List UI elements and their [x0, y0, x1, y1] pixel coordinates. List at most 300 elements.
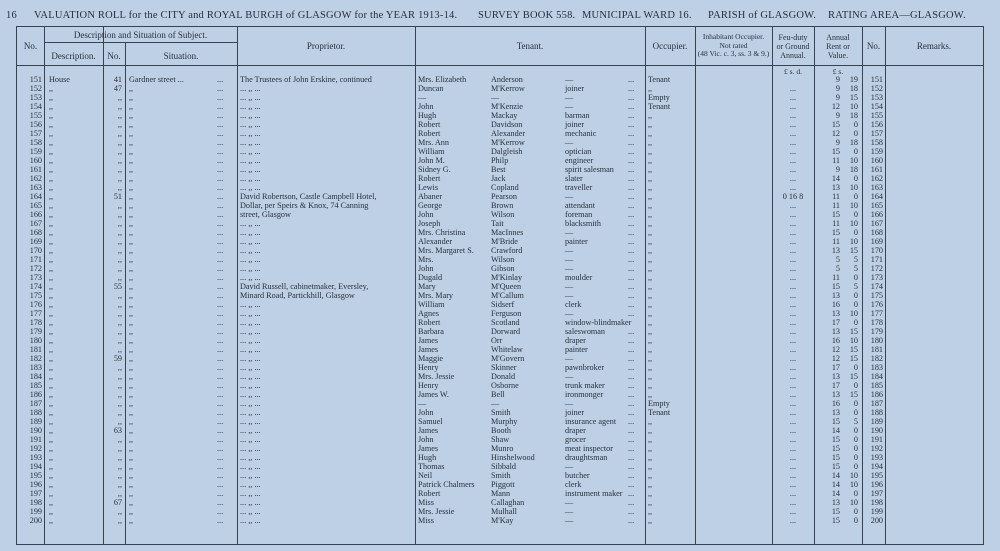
row-tenant-surname: Wilson — [491, 255, 515, 264]
row-feu-duty: ... — [789, 372, 797, 381]
row-rent-pounds: 12 — [831, 345, 840, 354]
row-rent-shillings: 15 — [849, 327, 858, 336]
row-tenant-surname: M'Govern — [491, 354, 525, 363]
row-no-right: 183 — [870, 363, 883, 372]
row-situation-dots: ... — [217, 372, 224, 381]
row-rent-pounds: 15 — [831, 417, 840, 426]
row-rent-shillings: 10 — [849, 471, 858, 480]
row-number: ,, — [117, 318, 122, 327]
row-tenant-dots: ... — [628, 372, 635, 381]
row-proprietor: ... ,, ... — [240, 309, 261, 318]
row-tenant-surname: M'Queen — [491, 282, 522, 291]
row-no: 161 — [29, 165, 42, 174]
row-tenant-forename: Barbara — [418, 327, 444, 336]
row-situation: ,, — [129, 408, 134, 417]
row-tenant-dots: ... — [628, 516, 635, 525]
row-occupier: ,, — [648, 381, 653, 390]
row-situation-dots: ... — [217, 516, 224, 525]
row-tenant-occupation: draughtsman — [565, 453, 608, 462]
row-no-right: 193 — [870, 453, 883, 462]
row-no: 152 — [29, 84, 42, 93]
row-proprietor: ... ,, ... — [240, 300, 261, 309]
row-tenant-surname: Osborne — [491, 381, 519, 390]
row-feu-duty: ... — [789, 408, 797, 417]
row-tenant-dots: ... — [628, 471, 635, 480]
row-tenant-forename: Maggie — [418, 354, 444, 363]
row-number: ,, — [117, 174, 122, 183]
row-no-right: 169 — [870, 237, 883, 246]
row-number: ,, — [117, 219, 122, 228]
row-occupier: ,, — [648, 291, 653, 300]
row-tenant-surname: Copland — [491, 183, 519, 192]
row-rent-shillings: 0 — [853, 444, 858, 453]
row-tenant-dots: ... — [628, 381, 635, 390]
row-proprietor: ... ,, ... — [240, 480, 261, 489]
row-situation-dots: ... — [217, 273, 224, 282]
row-rent-shillings: 0 — [853, 453, 858, 462]
row-rent-shillings: 0 — [853, 273, 858, 282]
row-situation: ,, — [129, 201, 134, 210]
row-situation: ,, — [129, 291, 134, 300]
row-occupier: ,, — [648, 516, 653, 525]
row-situation: ,, — [129, 300, 134, 309]
row-situation: ,, — [129, 120, 134, 129]
row-number: ,, — [117, 372, 122, 381]
row-situation: ,, — [129, 255, 134, 264]
row-number: ,, — [117, 102, 122, 111]
row-rent-pounds: 15 — [831, 210, 840, 219]
row-tenant-forename: Agnes — [418, 309, 439, 318]
row-no-right: 153 — [870, 93, 883, 102]
row-tenant-occupation: — — [565, 498, 574, 507]
row-feu-duty: ... — [789, 93, 797, 102]
row-rent-shillings: 0 — [853, 399, 858, 408]
row-tenant-surname: Booth — [491, 426, 512, 435]
row-description: ,, — [49, 363, 54, 372]
row-occupier: ,, — [648, 336, 653, 345]
row-situation: ,, — [129, 489, 134, 498]
row-no: 197 — [29, 489, 42, 498]
row-number: 63 — [113, 426, 122, 435]
row-situation: ,, — [129, 102, 134, 111]
row-number: ,, — [117, 462, 122, 471]
row-no-right: 175 — [870, 291, 883, 300]
row-number: ,, — [117, 156, 122, 165]
row-tenant-surname: M'Bride — [491, 237, 518, 246]
row-situation: ,, — [129, 417, 134, 426]
row-rent-shillings: 0 — [853, 435, 858, 444]
row-tenant-forename: Alexander — [418, 237, 453, 246]
row-no-right: 151 — [870, 75, 883, 84]
row-description: ,, — [49, 237, 54, 246]
row-proprietor: ... ,, ... — [240, 444, 261, 453]
row-rent-shillings: 18 — [849, 111, 858, 120]
row-situation: ,, — [129, 516, 134, 525]
row-tenant-dots: ... — [628, 210, 635, 219]
row-number: ,, — [117, 255, 122, 264]
row-tenant-dots: ... — [628, 453, 635, 462]
row-situation: ,, — [129, 471, 134, 480]
row-description: ,, — [49, 318, 54, 327]
row-number: ,, — [117, 147, 122, 156]
row-rent-shillings: 18 — [849, 84, 858, 93]
row-description: ,, — [49, 489, 54, 498]
page-header — [0, 0, 1000, 26]
row-tenant-surname: Dorward — [491, 327, 521, 336]
row-tenant-surname: Anderson — [491, 75, 523, 84]
row-tenant-surname: Alexander — [491, 129, 526, 138]
row-feu-duty: ... — [789, 147, 797, 156]
row-feu-duty: ... — [789, 165, 797, 174]
row-proprietor: ... ,, ... — [240, 399, 261, 408]
row-tenant-surname: Best — [491, 165, 506, 174]
row-tenant-forename: Sidney G. — [418, 165, 451, 174]
row-proprietor: ... ,, ... — [240, 453, 261, 462]
row-tenant-dots: ... — [628, 156, 635, 165]
row-situation-dots: ... — [217, 354, 224, 363]
col-description: Description. — [51, 51, 96, 61]
rating-area: RATING AREA—GLASGOW. — [828, 10, 966, 21]
row-proprietor: ... ,, ... — [240, 237, 261, 246]
row-occupier: ,, — [648, 282, 653, 291]
row-situation: ,, — [129, 228, 134, 237]
row-tenant-surname: MacInnes — [491, 228, 524, 237]
row-tenant-forename: Miss — [418, 516, 434, 525]
survey-book: SURVEY BOOK 558. — [478, 10, 576, 21]
row-feu-duty: ... — [789, 507, 797, 516]
row-occupier: ,, — [648, 264, 653, 273]
row-proprietor: ... ,, ... — [240, 408, 261, 417]
row-proprietor: ... ,, ... — [240, 228, 261, 237]
row-number: ,, — [117, 273, 122, 282]
row-number: ,, — [117, 120, 122, 129]
row-no-right: 162 — [870, 174, 883, 183]
row-tenant-occupation: attendant — [565, 201, 596, 210]
row-tenant-surname: Mackay — [491, 111, 518, 120]
row-number: ,, — [117, 336, 122, 345]
row-feu-duty: ... — [789, 300, 797, 309]
row-number: ,, — [117, 327, 122, 336]
row-feu-duty: ... — [789, 228, 797, 237]
row-tenant-surname: Crawford — [491, 246, 523, 255]
row-rent-pounds: 11 — [832, 192, 840, 201]
row-rent-pounds: 15 — [831, 120, 840, 129]
row-rent-shillings: 10 — [849, 102, 858, 111]
row-number: ,, — [117, 291, 122, 300]
row-tenant-surname: — — [491, 399, 500, 408]
row-proprietor: ... ,, ... — [240, 390, 261, 399]
row-no-right: 185 — [870, 381, 883, 390]
row-feu-duty: ... — [789, 111, 797, 120]
row-description: ,, — [49, 183, 54, 192]
row-tenant-dots: ... — [628, 426, 635, 435]
row-feu-duty: ... — [789, 489, 797, 498]
row-description: ,, — [49, 471, 54, 480]
row-situation-dots: ... — [217, 444, 224, 453]
row-tenant-surname: Murphy — [491, 417, 518, 426]
row-occupier: Tenant — [648, 408, 671, 417]
row-tenant-occupation: — — [565, 282, 574, 291]
row-tenant-forename: Mrs. Mary — [418, 291, 454, 300]
row-situation: ,, — [129, 138, 134, 147]
row-occupier: Empty — [648, 93, 670, 102]
row-feu-duty: ... — [789, 453, 797, 462]
row-tenant-surname: Hinshelwood — [491, 453, 535, 462]
row-proprietor: ... ,, ... — [240, 183, 261, 192]
row-occupier: Tenant — [648, 102, 671, 111]
row-rent-shillings: 18 — [849, 165, 858, 174]
row-situation: ,, — [129, 426, 134, 435]
row-number: ,, — [117, 507, 122, 516]
row-no: 178 — [29, 318, 42, 327]
row-number: ,, — [117, 480, 122, 489]
row-situation-dots: ... — [217, 417, 224, 426]
row-no: 159 — [29, 147, 42, 156]
col-annual-rent: Annual Rent or Value. — [826, 33, 850, 60]
row-tenant-surname: Dalgleish — [491, 147, 523, 156]
row-tenant-forename: Mary — [418, 282, 436, 291]
row-proprietor: ... ,, ... — [240, 165, 261, 174]
row-no-right: 192 — [870, 444, 883, 453]
row-tenant-dots: ... — [628, 300, 635, 309]
row-feu-duty: ... — [789, 354, 797, 363]
row-tenant-occupation: — — [565, 309, 574, 318]
row-proprietor: ... ,, ... — [240, 264, 261, 273]
row-rent-shillings: 15 — [849, 345, 858, 354]
row-proprietor: ... ,, ... — [240, 345, 261, 354]
row-rent-shillings: 0 — [853, 147, 858, 156]
row-tenant-occupation: — — [565, 516, 574, 525]
row-tenant-occupation: barman — [565, 111, 590, 120]
row-tenant-occupation: engineer — [565, 156, 594, 165]
row-proprietor: ... ,, ... — [240, 435, 261, 444]
row-rent-pounds: 14 — [831, 471, 840, 480]
row-occupier: Empty — [648, 399, 670, 408]
row-tenant-surname: — — [491, 93, 500, 102]
row-situation-dots: ... — [217, 219, 224, 228]
row-situation: ,, — [129, 444, 134, 453]
row-tenant-forename: James — [418, 426, 439, 435]
row-tenant-forename: Duncan — [418, 84, 444, 93]
row-tenant-forename: Mrs. Jessie — [418, 372, 455, 381]
row-occupier: ,, — [648, 444, 653, 453]
feu-units: £ s. d. — [784, 67, 802, 76]
row-situation-dots: ... — [217, 507, 224, 516]
row-description: ,, — [49, 426, 54, 435]
row-no: 171 — [29, 255, 42, 264]
row-description: ,, — [49, 309, 54, 318]
row-rent-pounds: 13 — [831, 498, 840, 507]
row-proprietor: ... ,, ... — [240, 138, 261, 147]
row-tenant-surname: Orr — [491, 336, 503, 345]
row-no-right: 187 — [870, 399, 883, 408]
row-tenant-forename: John — [418, 408, 434, 417]
row-tenant-surname: Brown — [491, 201, 514, 210]
row-no: 182 — [29, 354, 42, 363]
row-situation: ,, — [129, 264, 134, 273]
row-rent-shillings: 0 — [853, 228, 858, 237]
row-tenant-occupation: traveller — [565, 183, 593, 192]
row-situation: ,, — [129, 381, 134, 390]
row-situation: ,, — [129, 237, 134, 246]
row-no-right: 190 — [870, 426, 883, 435]
row-rent-shillings: 0 — [853, 192, 858, 201]
row-situation-dots: ... — [217, 102, 224, 111]
row-proprietor: ... ,, ... — [240, 471, 261, 480]
row-number: ,, — [117, 345, 122, 354]
row-tenant-occupation: clerk — [565, 480, 582, 489]
row-rent-shillings: 0 — [853, 210, 858, 219]
row-tenant-occupation: — — [565, 246, 574, 255]
roll-title: VALUATION ROLL for the CITY and ROYAL BURGH of GLASGOW for the YEAR 1913-14. — [34, 10, 458, 21]
row-no: 195 — [29, 471, 42, 480]
row-situation: ,, — [129, 462, 134, 471]
row-feu-duty: ... — [789, 273, 797, 282]
row-number: ,, — [117, 111, 122, 120]
row-rent-pounds: 13 — [831, 291, 840, 300]
row-number: ,, — [117, 138, 122, 147]
row-feu-duty: ... — [789, 471, 797, 480]
row-situation: ,, — [129, 219, 134, 228]
row-no-right: 200 — [870, 516, 883, 525]
row-situation-dots: ... — [217, 165, 224, 174]
row-description: ,, — [49, 372, 54, 381]
col-inhabitant-occupier: Inhabitant Occupier. Not rated (48 Vic. c. 3, ss. 3 & 9.) — [697, 32, 770, 58]
row-description: ,, — [49, 327, 54, 336]
row-occupier: ,, — [648, 156, 653, 165]
row-tenant-occupation: slater — [565, 174, 583, 183]
row-no-right: 188 — [870, 408, 883, 417]
row-number: ,, — [117, 408, 122, 417]
row-tenant-forename: Mrs. Jessie — [418, 507, 455, 516]
row-situation-dots: ... — [217, 291, 224, 300]
row-number: 51 — [113, 192, 122, 201]
row-tenant-occupation: — — [565, 264, 574, 273]
row-no: 158 — [29, 138, 42, 147]
row-occupier: ,, — [648, 318, 653, 327]
row-rent-pounds: 16 — [831, 399, 840, 408]
row-situation: ,, — [129, 111, 134, 120]
row-tenant-occupation: — — [565, 75, 574, 84]
row-feu-duty: ... — [789, 219, 797, 228]
row-description: ,, — [49, 507, 54, 516]
row-proprietor: ... ,, ... — [240, 489, 261, 498]
row-no-right: 179 — [870, 327, 883, 336]
row-rent-shillings: 15 — [849, 93, 858, 102]
row-rent-pounds: 17 — [831, 381, 840, 390]
row-rent-shillings: 10 — [849, 156, 858, 165]
row-rent-shillings: 10 — [849, 237, 858, 246]
row-tenant-surname: Davidson — [491, 120, 523, 129]
row-proprietor: The Trustees of John Erskine, continued — [240, 75, 372, 84]
row-tenant-dots: ... — [628, 363, 635, 372]
row-tenant-surname: Callaghan — [491, 498, 525, 507]
row-tenant-occupation: — — [565, 462, 574, 471]
row-proprietor: ... ,, ... — [240, 102, 261, 111]
row-feu-duty: ... — [789, 156, 797, 165]
row-description: ,, — [49, 219, 54, 228]
row-feu-duty: ... — [789, 480, 797, 489]
row-tenant-surname: Munro — [491, 444, 514, 453]
row-no: 185 — [29, 381, 42, 390]
row-rent-pounds: 15 — [831, 147, 840, 156]
row-tenant-occupation: joiner — [565, 408, 585, 417]
row-no: 192 — [29, 444, 42, 453]
row-tenant-occupation: — — [565, 138, 574, 147]
row-no-right: 155 — [870, 111, 883, 120]
row-rent-shillings: 15 — [849, 354, 858, 363]
row-description: ,, — [49, 354, 54, 363]
row-no: 194 — [29, 462, 42, 471]
row-situation: ,, — [129, 318, 134, 327]
row-no: 172 — [29, 264, 42, 273]
row-tenant-forename: William — [418, 147, 445, 156]
row-description: ,, — [49, 147, 54, 156]
row-occupier: ,, — [648, 174, 653, 183]
row-tenant-surname: Whitelaw — [491, 345, 523, 354]
row-proprietor: David Robertson, Castle Campbell Hotel, — [240, 192, 377, 201]
row-tenant-forename: James W. — [418, 390, 449, 399]
row-number: ,, — [117, 417, 122, 426]
row-proprietor: ... ,, ... — [240, 417, 261, 426]
row-tenant-occupation: — — [565, 255, 574, 264]
row-description: ,, — [49, 93, 54, 102]
row-feu-duty: ... — [789, 129, 797, 138]
row-rent-pounds: 9 — [835, 93, 840, 102]
row-no: 175 — [29, 291, 42, 300]
row-description: ,, — [49, 480, 54, 489]
row-situation: ,, — [129, 84, 134, 93]
rent-units: £ s. — [832, 67, 844, 76]
row-tenant-forename: Miss — [418, 498, 434, 507]
row-proprietor: street, Glasgow — [240, 210, 291, 219]
row-situation-dots: ... — [217, 93, 224, 102]
row-tenant-occupation: insurance agent — [565, 417, 617, 426]
row-situation-dots: ... — [217, 318, 224, 327]
row-proprietor: ... ,, ... — [240, 147, 261, 156]
row-description: ,, — [49, 345, 54, 354]
row-proprietor: ... ,, ... — [240, 426, 261, 435]
row-occupier: ,, — [648, 327, 653, 336]
row-rent-pounds: 15 — [831, 282, 840, 291]
row-no: 198 — [29, 498, 42, 507]
row-rent-shillings: 10 — [849, 201, 858, 210]
row-feu-duty: ... — [789, 255, 797, 264]
row-description: ,, — [49, 516, 54, 525]
row-tenant-forename: Mrs. — [418, 255, 434, 264]
row-tenant-dots: ... — [628, 93, 635, 102]
parish: PARISH of GLASGOW. — [708, 10, 817, 21]
row-tenant-forename: Dugald — [418, 273, 443, 282]
row-no-right: 157 — [870, 129, 883, 138]
row-number: ,, — [117, 453, 122, 462]
row-tenant-occupation: — — [565, 192, 574, 201]
row-tenant-surname: Ferguson — [491, 309, 522, 318]
row-tenant-forename: Robert — [418, 174, 441, 183]
row-tenant-occupation: trunk maker — [565, 381, 605, 390]
row-situation-dots: ... — [217, 498, 224, 507]
row-tenant-surname: Gibson — [491, 264, 515, 273]
row-tenant-dots: ... — [628, 201, 635, 210]
row-situation: ,, — [129, 309, 134, 318]
row-rent-shillings: 0 — [853, 381, 858, 390]
row-rent-pounds: 15 — [831, 444, 840, 453]
row-tenant-occupation: painter — [565, 345, 588, 354]
row-occupier: ,, — [648, 372, 653, 381]
row-tenant-surname: Sidserf — [491, 300, 515, 309]
page-number: 16 — [6, 10, 17, 21]
row-occupier: ,, — [648, 183, 653, 192]
